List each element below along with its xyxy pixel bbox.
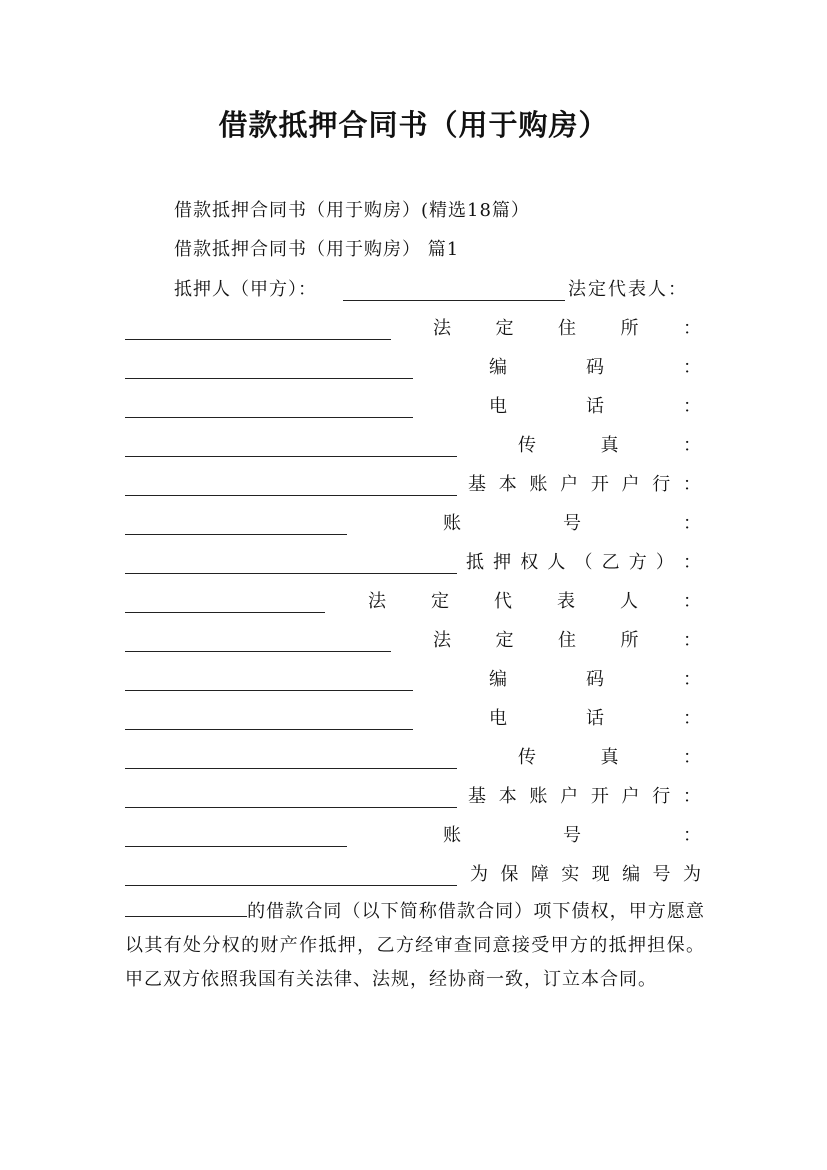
b-phone-label: 电 话 ：	[489, 708, 701, 729]
party-a-rep-label: 法定代表人：	[568, 279, 688, 300]
b-postcode-label: 编 码 ：	[489, 669, 701, 690]
a-account-blank	[125, 534, 347, 535]
a-address-label: 法 定 住 所 ：	[433, 318, 701, 339]
b-phone-line	[125, 704, 701, 734]
b-rep-blank	[125, 612, 325, 613]
body-paragraph	[125, 894, 705, 997]
guarantee-blank	[125, 885, 457, 886]
a-account-line	[125, 509, 701, 539]
a-fax-label: 传 真 ：	[518, 435, 701, 456]
a-fax-line	[125, 431, 701, 461]
a-phone-blank	[125, 417, 413, 418]
a-bank-line	[125, 470, 701, 500]
party-b-label: 抵 押 权 人 （ 乙 方 ） ：	[466, 552, 701, 573]
guarantee-line	[125, 860, 701, 890]
a-phone-line	[125, 392, 701, 422]
body-paragraph-text: 的借款合同（以下简称借款合同）项下债权，甲方愿意以其有处分权的财产作抵押，乙方经审查同意接受甲方的抵押担保。甲乙双方依照我国有关法律、法规，经协商一致，订立本合同。	[125, 901, 705, 990]
a-postcode-line	[125, 353, 701, 383]
a-postcode-blank	[125, 378, 413, 379]
party-a-blank	[343, 300, 565, 301]
b-address-blank	[125, 651, 391, 652]
b-address-label: 法 定 住 所 ：	[433, 630, 701, 651]
b-bank-blank	[125, 807, 457, 808]
party-b-line	[125, 548, 701, 578]
a-account-label: 账 号 ：	[443, 513, 701, 534]
b-rep-line	[125, 587, 701, 617]
party-b-blank	[125, 573, 457, 574]
b-address-line	[125, 626, 701, 656]
b-account-label: 账 号 ：	[443, 825, 701, 846]
b-rep-label: 法 定 代 表 人 ：	[368, 591, 701, 612]
b-postcode-line	[125, 665, 701, 695]
b-account-line	[125, 821, 701, 851]
document-title: 借款抵押合同书（用于购房）	[218, 108, 609, 142]
b-fax-line	[125, 743, 701, 773]
b-bank-label: 基 本 账 户 开 户 行 ：	[468, 786, 701, 807]
b-phone-blank	[125, 729, 413, 730]
a-bank-label: 基 本 账 户 开 户 行 ：	[468, 474, 701, 495]
a-address-blank	[125, 339, 391, 340]
intro-line-2: 借款抵押合同书（用于购房） 篇1	[174, 239, 460, 260]
contract-number-blank	[125, 894, 247, 917]
a-address-line	[125, 314, 701, 344]
guarantee-label: 为 保 障 实 现 编 号 为	[470, 864, 701, 885]
b-postcode-blank	[125, 690, 413, 691]
intro-line-1: 借款抵押合同书（用于购房）(精选18篇）	[174, 200, 530, 221]
b-fax-blank	[125, 768, 457, 769]
b-bank-line	[125, 782, 701, 812]
b-fax-label: 传 真 ：	[518, 747, 701, 768]
b-account-blank	[125, 846, 347, 847]
a-bank-blank	[125, 495, 457, 496]
a-phone-label: 电 话 ：	[489, 396, 701, 417]
party-a-line	[125, 275, 701, 305]
a-fax-blank	[125, 456, 457, 457]
party-a-label: 抵押人（甲方）：	[174, 279, 317, 300]
a-postcode-label: 编 码 ：	[489, 357, 701, 378]
